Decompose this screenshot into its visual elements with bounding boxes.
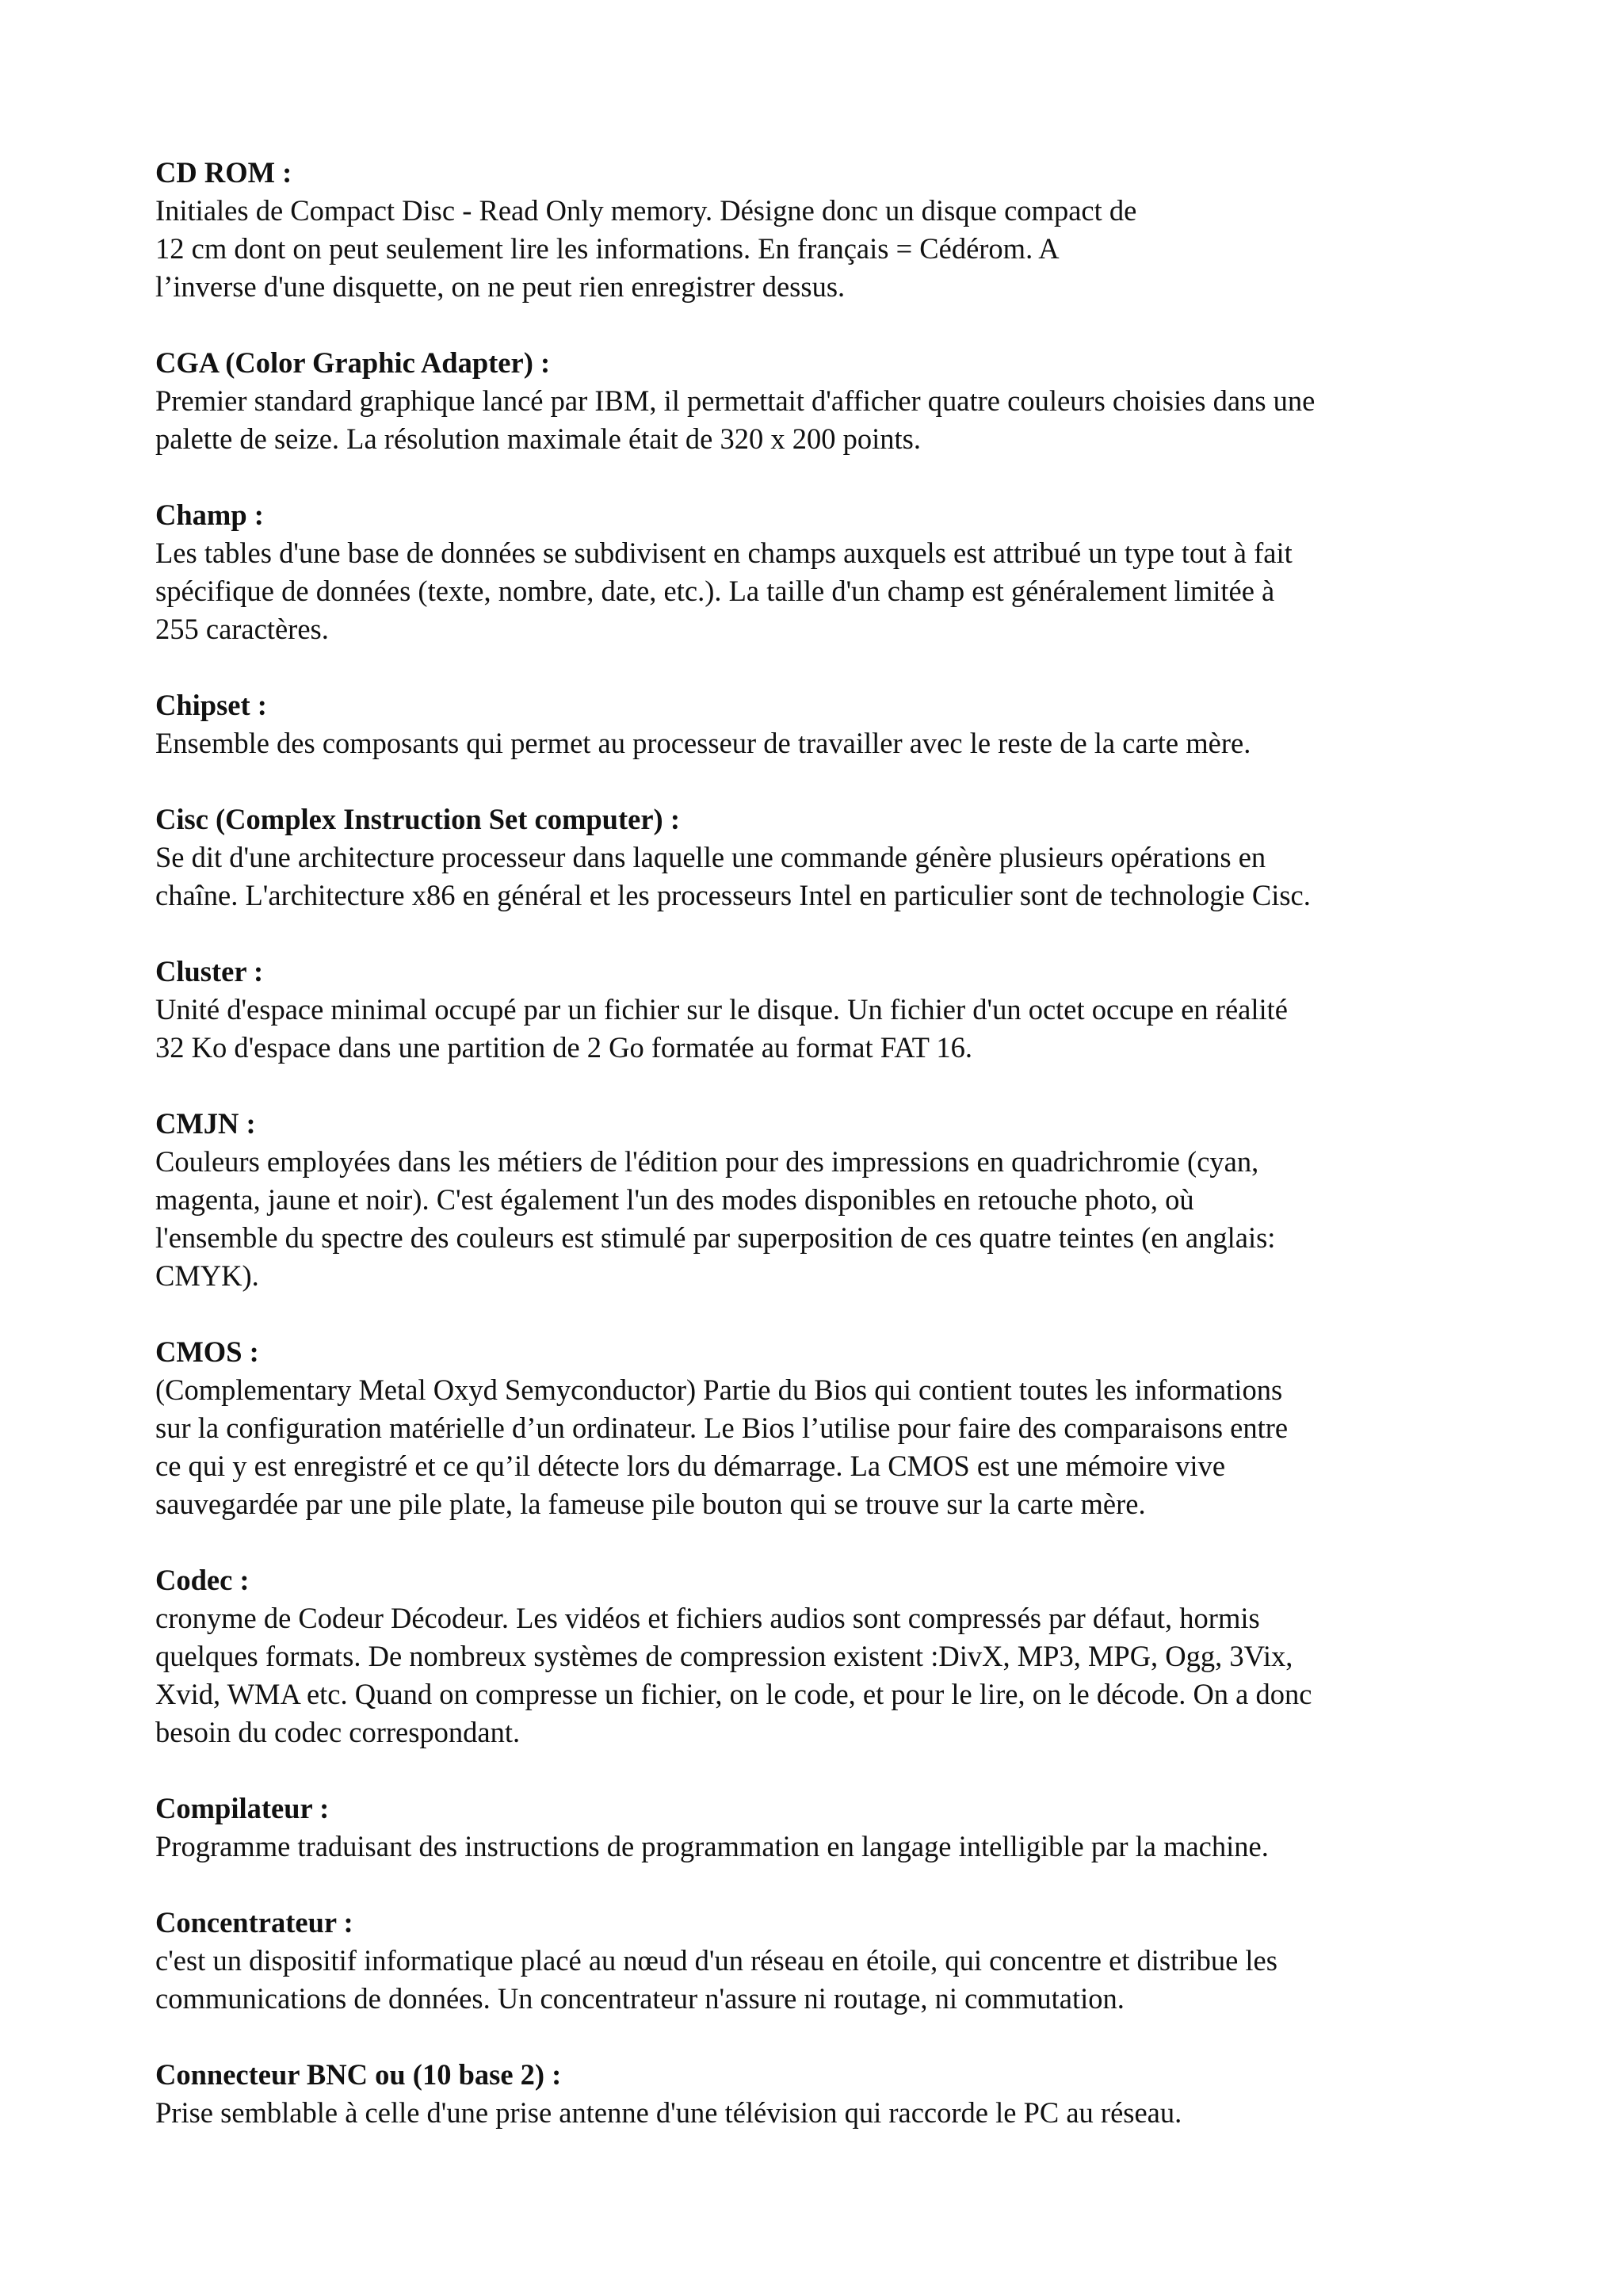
entry-definition-line: spécifique de données (texte, nombre, date, etc.). La taille d'un champ est généralement limitée à: [155, 575, 1275, 607]
entry-definition-line: l'ensemble du spectre des couleurs est stimulé par superposition de ces quatre teintes (en anglais:: [155, 1221, 1276, 1254]
entry-definition-line: Xvid, WMA etc. Quand on compresse un fichier, on le code, et pour le lire, on le décode. On a donc: [155, 1678, 1312, 1710]
entry-term: Cluster :: [155, 955, 264, 988]
entry-term: Cisc (Complex Instruction Set computer) :: [155, 803, 680, 835]
entry-term: Chipset :: [155, 689, 267, 721]
entry-definition-line: magenta, jaune et noir). C'est également l'un des modes disponibles en retouche photo, où: [155, 1183, 1194, 1216]
entry-definition-line: communications de données. Un concentrateur n'assure ni routage, ni commutation.: [155, 1982, 1125, 2015]
entry-definition-line: besoin du codec correspondant.: [155, 1716, 521, 1748]
entry-term: Compilateur :: [155, 1792, 330, 1824]
entry-term: Champ :: [155, 499, 264, 531]
entry-definition-line: Programme traduisant des instructions de programmation en langage intelligible par la machine.: [155, 1830, 1269, 1862]
entry-definition-line: chaîne. L'architecture x86 en général et les processeurs Intel en particulier sont de technologie Cisc.: [155, 879, 1311, 911]
entry-definition-line: sauvegardée par une pile plate, la fameuse pile bouton qui se trouve sur la carte mère.: [155, 1488, 1146, 1520]
glossary-content: [155, 154, 1503, 2170]
entry-definition-line: palette de seize. La résolution maximale était de 320 x 200 points.: [155, 422, 921, 455]
glossary-entry-cmos: [155, 1333, 1503, 1523]
entry-term: CD ROM :: [155, 156, 292, 189]
entry-definition-line: sur la configuration matérielle d’un ordinateur. Le Bios l’utilise pour faire des comparaisons entre: [155, 1412, 1289, 1444]
entry-definition-line: c'est un dispositif informatique placé au nœud d'un réseau en étoile, qui concentre et distribue les: [155, 1944, 1277, 1977]
entry-term: Connecteur BNC ou (10 base 2) :: [155, 2058, 562, 2091]
entry-definition-line: quelques formats. De nombreux systèmes de compression existent :DivX, MP3, MPG, Ogg, 3Vix,: [155, 1640, 1293, 1672]
entry-term: Concentrateur :: [155, 1906, 353, 1939]
entry-definition-line: Les tables d'une base de données se subdivisent en champs auxquels est attribué un type tout à fait: [155, 537, 1293, 569]
glossary-entry-cd-rom: [155, 154, 1503, 306]
entry-definition-line: ce qui y est enregistré et ce qu’il détecte lors du démarrage. La CMOS est une mémoire vive: [155, 1450, 1226, 1482]
entry-term: CMOS :: [155, 1335, 259, 1368]
entry-definition-line: (Complementary Metal Oxyd Semyconductor) Partie du Bios qui contient toutes les informations: [155, 1373, 1283, 1406]
entry-definition-line: Initiales de Compact Disc - Read Only memory. Désigne donc un disque compact de: [155, 194, 1137, 227]
glossary-entry-cga: [155, 344, 1503, 458]
entry-term: CMJN :: [155, 1107, 256, 1140]
glossary-entry-chipset: [155, 686, 1503, 762]
entry-definition-line: 32 Ko d'espace dans une partition de 2 Go formatée au format FAT 16.: [155, 1031, 973, 1064]
glossary-entry-cluster: [155, 953, 1503, 1067]
glossary-entry-concentrateur: [155, 1904, 1503, 2018]
entry-definition-line: Se dit d'une architecture processeur dans laquelle une commande génère plusieurs opérations en: [155, 841, 1266, 873]
entry-term: CGA (Color Graphic Adapter) :: [155, 346, 551, 379]
entry-definition-line: l’inverse d'une disquette, on ne peut rien enregistrer dessus.: [155, 270, 846, 303]
entry-definition-line: Ensemble des composants qui permet au processeur de travailler avec le reste de la carte mère.: [155, 727, 1251, 759]
glossary-entry-cisc: [155, 800, 1503, 915]
glossary-entry-champ: [155, 496, 1503, 648]
entry-definition-line: cronyme de Codeur Décodeur. Les vidéos et fichiers audios sont compressés par défaut, hormis: [155, 1602, 1260, 1634]
glossary-entry-codec: [155, 1561, 1503, 1752]
glossary-entry-cmjn: [155, 1105, 1503, 1295]
entry-term: Codec :: [155, 1564, 250, 1596]
entry-definition-line: Unité d'espace minimal occupé par un fichier sur le disque. Un fichier d'un octet occupe en réalité: [155, 993, 1288, 1026]
glossary-entry-connecteur-bnc: [155, 2056, 1503, 2132]
entry-definition-line: Couleurs employées dans les métiers de l'édition pour des impressions en quadrichromie (cyan,: [155, 1145, 1259, 1178]
entry-definition-line: CMYK).: [155, 1259, 259, 1292]
entry-definition-line: 255 caractères.: [155, 613, 329, 645]
glossary-entry-compilateur: [155, 1790, 1503, 1866]
entry-definition-line: Prise semblable à celle d'une prise antenne d'une télévision qui raccorde le PC au réseau.: [155, 2096, 1182, 2129]
entry-definition-line: 12 cm dont on peut seulement lire les informations. En français = Cédérom. A: [155, 232, 1060, 265]
entry-definition-line: Premier standard graphique lancé par IBM, il permettait d'afficher quatre couleurs choisies dans une: [155, 384, 1316, 417]
